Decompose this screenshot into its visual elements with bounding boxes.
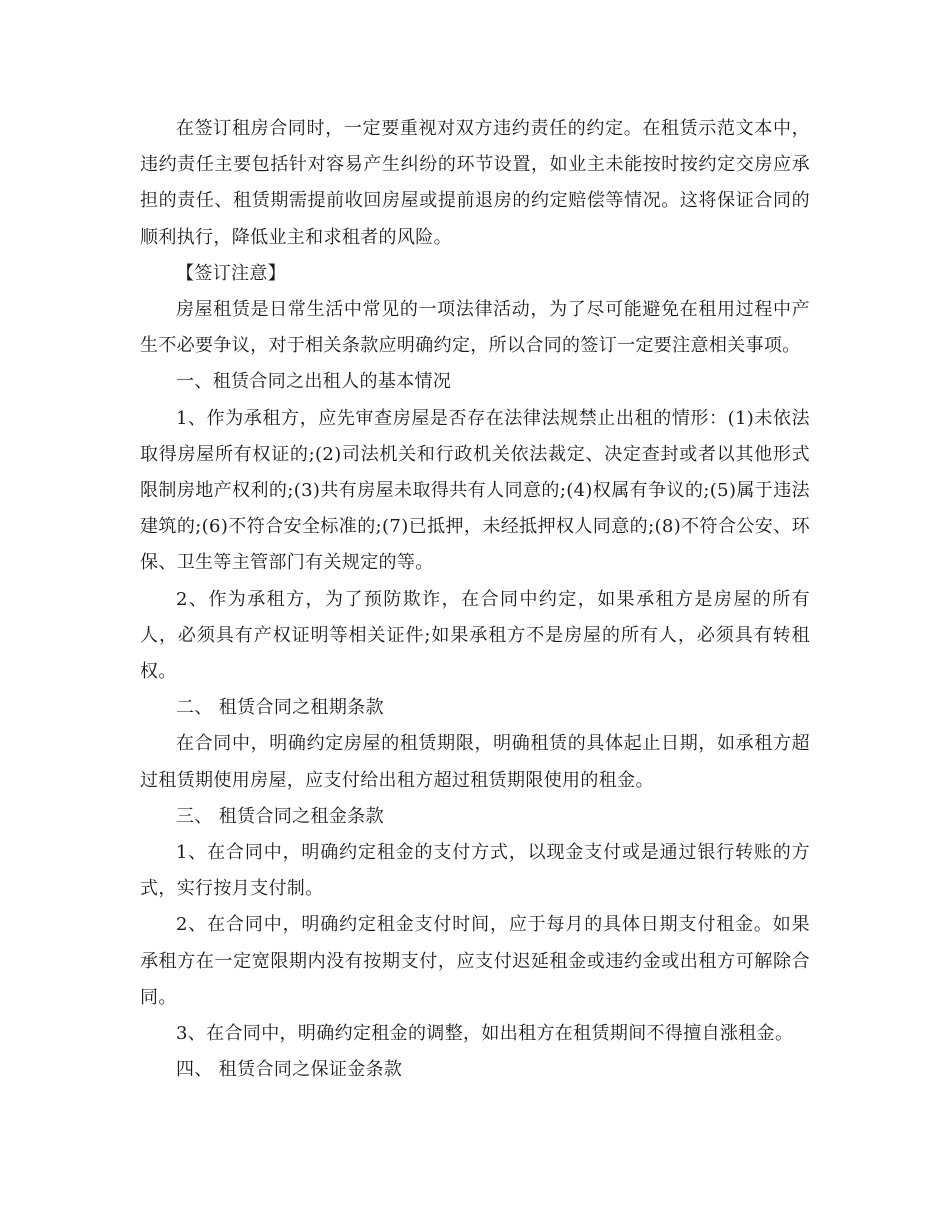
- heading-signing-notes: 【签订注意】: [176, 262, 287, 284]
- paragraph-section-1-item-2: 2、作为承租方，为了预防欺诈，在合同中约定，如果承租方是房屋的所有人，必须具有产权证明等相关证件;如果承租方不是房屋的所有人，必须具有转租权。: [140, 588, 810, 683]
- heading-section-1: 一、租赁合同之出租人的基本情况: [176, 371, 452, 393]
- heading-section-2: 二、 租赁合同之租期条款: [176, 697, 384, 719]
- paragraph-section-2: 在合同中，明确约定房屋的租赁期限，明确租赁的具体起止日期，如承租方超过租赁期使用房屋，应支付给出租方超过租赁期限使用的租金。: [140, 733, 810, 791]
- paragraph-breach-liability: 在签订租房合同时，一定要重视对双方违约责任的约定。在租赁示范文本中，违约责任主要包括针对容易产生纠纷的环节设置，如业主未能按时按约定交房应承担的责任、租赁期需提前收回房屋或提前退房的约定赔偿等情况。这将保证合同的顺利执行，降低业主和求租者的风险。: [140, 118, 810, 248]
- heading-section-4: 四、 租赁合同之保证金条款: [176, 1059, 403, 1081]
- paragraph-section-3-item-1: 1、在合同中，明确约定租金的支付方式，以现金支付或是通过银行转账的方式，实行按月支付制。: [140, 842, 810, 900]
- document-body: [140, 111, 810, 1088]
- paragraph-section-1-item-1: 1、作为承租方，应先审查房屋是否存在法律法规禁止出租的情形：(1)未依法取得房屋所有权证的;(2)司法机关和行政机关依法裁定、决定查封或者以其他形式限制房地产权利的;(3)共有房屋未取得共有人同意的;(4)权属有争议的;(5)属于违法建筑的;(6)不符合安全标准的;(7)已抵押，未经抵押权人同意的;(8)不符合公安、环保、卫生等主管部门有关规定的等。: [140, 407, 810, 574]
- paragraph-intro: 房屋租赁是日常生活中常见的一项法律活动，为了尽可能避免在租用过程中产生不必要争议，对于相关条款应明确约定，所以合同的签订一定要注意相关事项。: [140, 299, 810, 357]
- paragraph-section-3-item-3: 3、在合同中，明确约定租金的调整，如出租方在租赁期间不得擅自涨租金。: [176, 1023, 794, 1045]
- heading-section-3: 三、 租赁合同之租金条款: [176, 805, 384, 827]
- paragraph-section-3-item-2: 2、在合同中，明确约定租金支付时间，应于每月的具体日期支付租金。如果承租方在一定宽限期内没有按期支付，应支付迟延租金或违约金或出租方可解除合同。: [140, 914, 810, 1008]
